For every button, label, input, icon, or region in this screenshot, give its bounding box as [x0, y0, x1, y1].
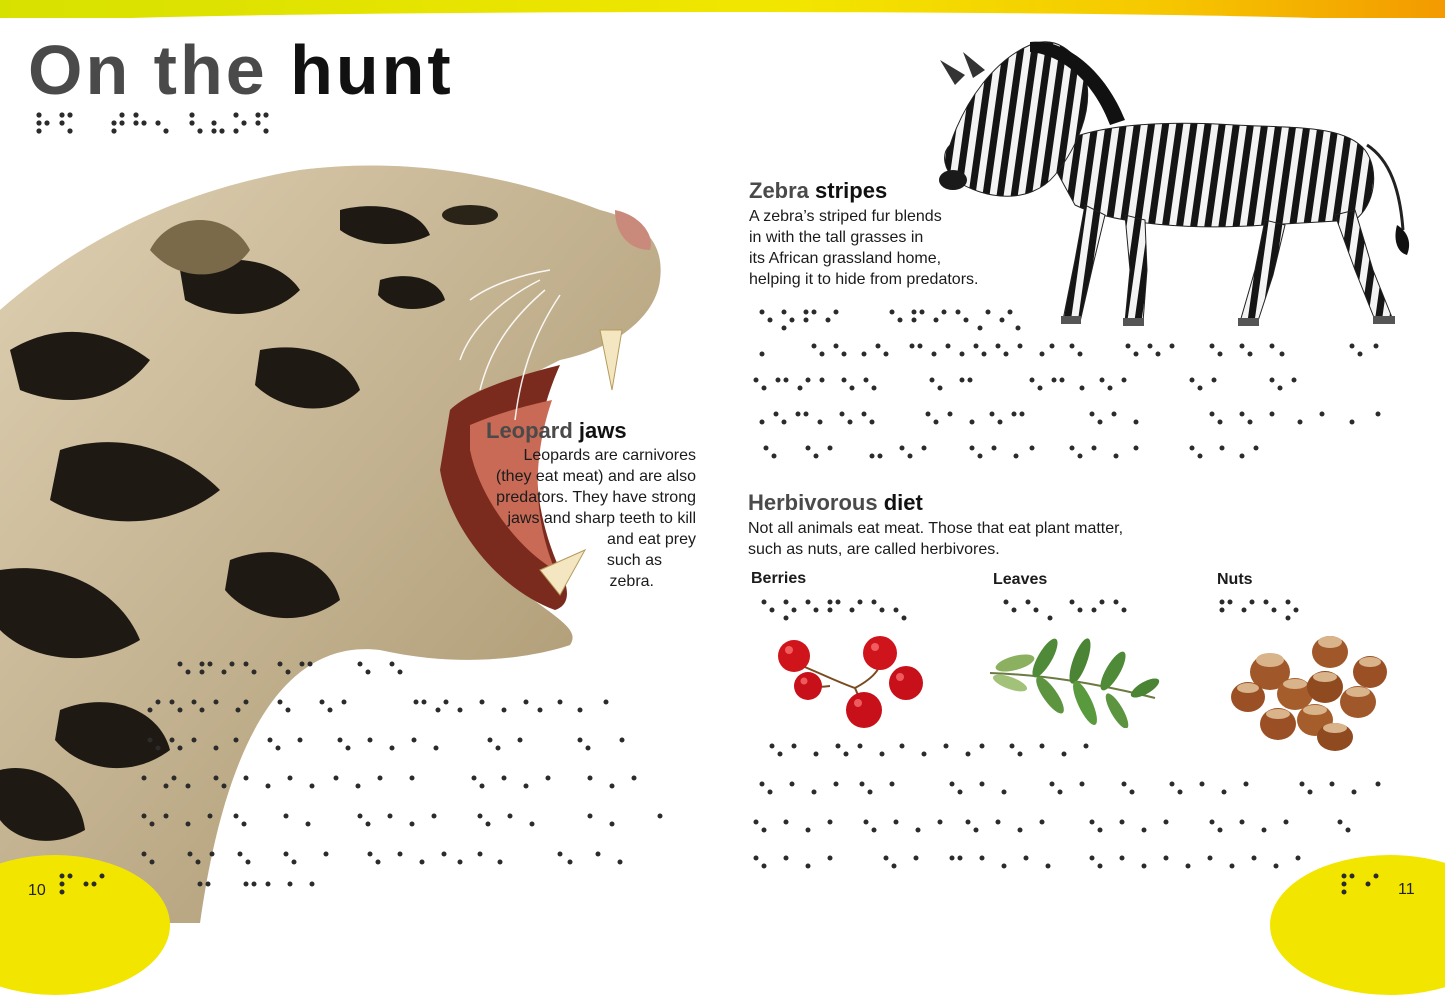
- leopard-line: Leopards are carnivores: [523, 447, 696, 464]
- zebra-line: A zebra’s striped fur blends: [749, 208, 942, 225]
- herbivore-heading: [748, 490, 923, 516]
- leopard-line: such as: [606, 552, 662, 569]
- leopard-heading-light: Leopard: [486, 418, 573, 443]
- berries-label: Berries: [751, 570, 807, 587]
- zebra-heading: [749, 178, 887, 204]
- herbivore-line: Not all animals eat meat. Those that eat plant matter,: [748, 520, 1124, 537]
- herbivore-heading-light: Herbivorous: [748, 490, 878, 515]
- left-page-number-braille: [56, 872, 108, 898]
- herbivore-heading-bold: diet: [883, 490, 923, 515]
- leopard-heading: [486, 418, 627, 444]
- zebra-braille: [752, 302, 1392, 472]
- leopard-line: jaws and sharp teeth to kill: [507, 510, 696, 527]
- title-word-bold: hunt: [290, 31, 454, 109]
- herbivore-line: such as nuts, are called herbivores.: [748, 541, 1000, 558]
- zebra-line: in with the tall grasses in: [749, 229, 924, 246]
- leopard-heading-bold: jaws: [578, 418, 627, 443]
- leopard-paragraph: [420, 445, 696, 592]
- leopard-line: zebra.: [609, 573, 654, 590]
- title-braille: [36, 112, 276, 136]
- leaves-braille: [1002, 598, 1132, 624]
- zebra-line: helping it to hide from predators.: [749, 271, 979, 288]
- right-page-number: 11: [1398, 881, 1415, 898]
- leaves-label: Leaves: [993, 571, 1048, 588]
- right-page-number-braille: [1338, 872, 1390, 898]
- leopard-line: (they eat meat) and are also: [495, 468, 696, 485]
- leopard-braille: [140, 660, 680, 890]
- left-page-number: 10: [28, 882, 46, 899]
- nuts-label: Nuts: [1217, 571, 1253, 588]
- nuts-braille: [1218, 598, 1308, 624]
- zebra-heading-bold: stripes: [815, 178, 888, 203]
- nuts-image: [1230, 632, 1395, 752]
- zebra-line: its African grassland home,: [749, 250, 942, 267]
- zebra-heading-light: Zebra: [749, 178, 809, 203]
- title-word-light: On the: [28, 31, 268, 109]
- herbivore-paragraph: [748, 518, 1168, 560]
- page-title: [28, 28, 454, 112]
- zebra-paragraph: [749, 206, 1039, 290]
- herbivore-braille: [752, 742, 1402, 872]
- berries-braille: [760, 598, 910, 624]
- leaves-image: [985, 633, 1160, 728]
- leopard-line: predators. They have strong: [496, 489, 696, 506]
- leopard-line: and eat prey: [607, 531, 696, 548]
- berries-image: [770, 628, 930, 733]
